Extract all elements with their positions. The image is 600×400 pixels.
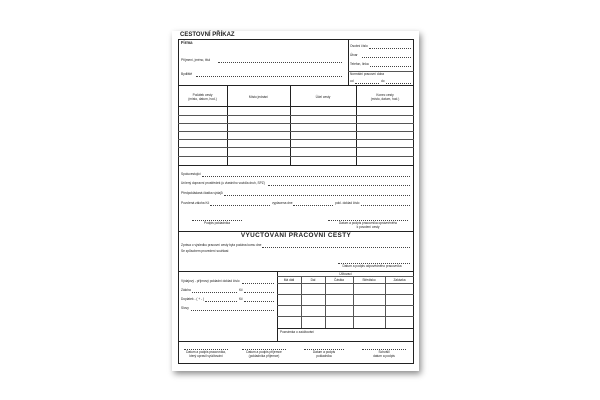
table-header-start: Počátek cesty (místo, datum, hod.) [188,93,217,101]
prijmeni-line [218,62,342,63]
ucetni-col-stredisko: Středisko [362,278,376,282]
pokl-doklad-label: pokl. doklad číslo [335,201,360,205]
firma-label: Firma [181,40,193,45]
osobni-cislo-line [369,48,411,49]
ucetni-row-line [277,305,414,306]
povolena-zaloha-label: Povolená záloha Kč [181,201,210,205]
datum-podpis-opravneneho-label: Datum a podpis pracovníka oprávněného k povolení cesty [338,221,398,229]
sig2-label: Datum a podpis příjemce (pokladníka příjemce) [246,350,282,358]
bydliste-line [196,76,342,77]
predpokladana-castka-label: Předpokládaná částka výdajů [181,191,223,195]
ucetni-col-line [385,276,386,328]
ucetni-col-line [325,276,326,328]
zaloha-kc-line [244,292,274,293]
ucetni-header: Účtovací [339,272,352,276]
od-line [355,83,379,84]
slovy-label: Slovy [181,306,189,310]
table-header-purpose: Účel cesty [315,95,331,99]
povolena-zaloha-line [210,205,270,206]
poznamka-label: Poznámka o zaúčtování [280,330,315,334]
table-bottom-line [178,165,414,166]
travel-order-form [172,31,419,371]
datum-podpis-prac-label: Datum a podpis odpovědného pracovníka [342,264,402,268]
sig3-label: Datum a podpis pokladníka [312,350,336,358]
spolucestujici-label: Spolucestující [181,172,201,176]
predpokladana-castka-line [224,195,410,196]
vyplacena-dne-line [293,205,333,206]
table-row-line [178,131,414,132]
do-label: do [381,79,385,83]
ucetni-col-dal: Dal [310,278,316,282]
table-row-line [178,123,414,124]
ucetni-bottom-line [277,328,414,329]
table-row-line [178,156,414,157]
doplatek-line [205,301,237,302]
ucetni-col-zakazka: Zakázka [393,278,406,282]
osobni-cislo-label: Osobní číslo [350,44,368,48]
table-row-line [178,115,414,116]
doplatek-label: Doplatek - ( + - ) [181,297,205,301]
vydajovy-line [242,283,274,284]
utvar-line [362,57,411,58]
table-header-end: Konec cesty (místo, datum, hod.) [370,93,400,101]
form-title: CESTOVNÍ PŘÍKAZ [180,32,235,38]
vyplacena-dne-label: vyplacena dne [272,201,293,205]
normalni-doba-label: Normální pracovní doba [350,72,385,76]
table-row-line [178,147,414,148]
slovy-line [191,310,274,311]
ucetni-col-castka: Částka [334,278,344,282]
zaloha-kc-label: Kč [239,288,243,292]
right-box-divider [348,39,349,85]
utvar-label: Útvar [350,53,358,57]
telefon-line [370,66,411,67]
ucetni-row-line [277,316,414,317]
table-top-line [178,85,414,86]
telefon-label: Telefon, linka [350,62,369,66]
zprava-line [262,247,410,248]
podpis-pokladnika-label: Podpis pokladníka [203,221,231,225]
ucetni-row-line [277,294,414,295]
zaloha-line [192,292,237,293]
sig1-label: Datum a podpis pracovníka, který upravil vyúčtování [186,350,226,358]
table-row-line [178,139,414,140]
ucetni-cols-line [277,283,414,284]
pokl-doklad-line [361,205,410,206]
signature-row-top [178,341,414,342]
od-label: od [350,79,354,83]
doplatek-kc-label: Kč [239,297,243,301]
bydliste-label: Bydliště [181,72,193,76]
ucetni-col-line [353,276,354,328]
sig4-label: Schválil datum a podpis [373,350,395,358]
do-line [386,83,411,84]
zpusob-label: Se způsobem provedení souhlasí: [181,249,230,253]
urceny-prostredek-label: Určený dopravní prostředek (u vlastního vozidla druh, SPZ) [181,181,265,185]
vydajovy-label: Výdajový - příjmový pokladní doklad číslo [181,279,240,283]
ucetni-col-line [301,276,302,328]
doplatek-kc-line [244,301,274,302]
zaloha-label: Záloha [181,288,191,292]
prijmeni-label: Příjmení, jméno, titul [181,58,211,62]
zprava-label: Zpráva o výsledku pracovní cesty byla podána komu dne [181,243,262,247]
urceny-prostredek-line [268,185,410,186]
table-header-place: Místo jednání [248,95,269,99]
ucetni-col-ma-dati: Má dáti [283,278,295,282]
spolucestujici-line [202,176,410,177]
ucetni-header-line [277,276,414,277]
vyuctovani-title: VYÚČTOVÁNÍ PRACOVNÍ CESTY [240,232,352,239]
table-header-bottom [178,106,414,107]
